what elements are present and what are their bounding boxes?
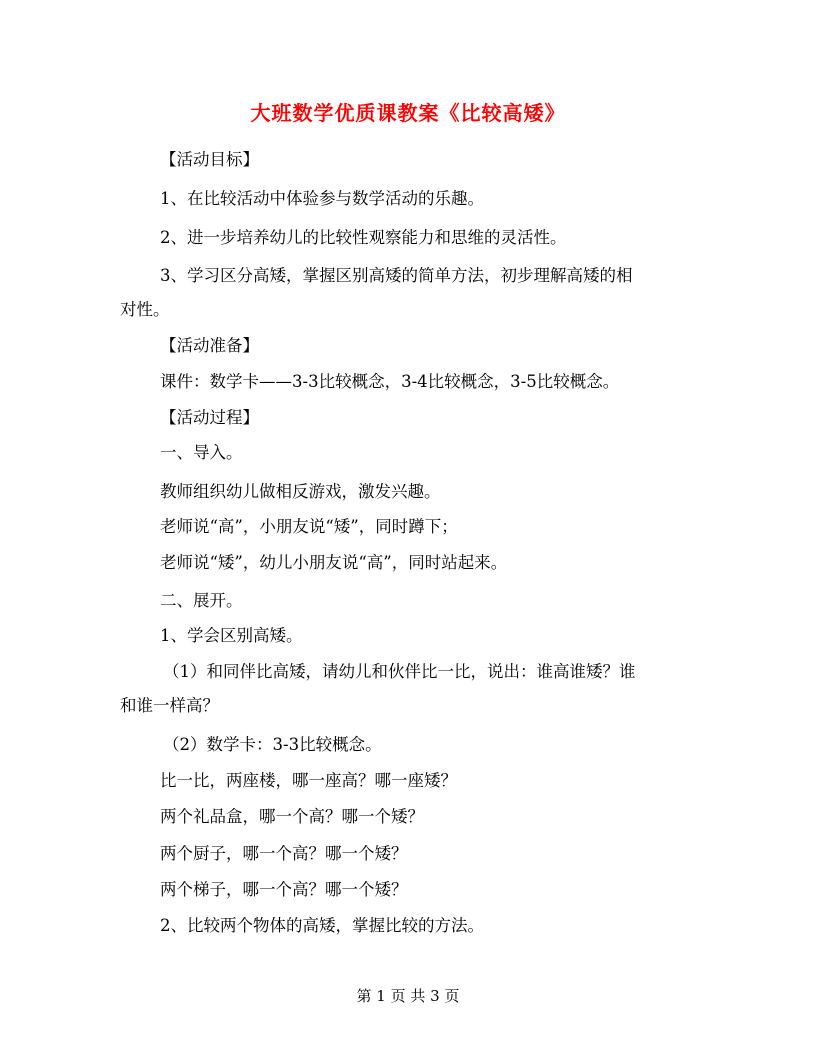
section-heading-goals: 【活动目标】 xyxy=(160,150,259,169)
paragraph-line: 教师组织幼儿做相反游戏，激发兴趣。 xyxy=(160,482,441,501)
paragraph-line: （1）和同伴比高矮，请幼儿和伙伴比一比，说出：谁高谁矮？谁 xyxy=(163,662,636,681)
paragraph-line: 比一比，两座楼，哪一座高？哪一座矮？ xyxy=(160,771,457,790)
paragraph-line: 两个厨子，哪一个高？哪一个矮？ xyxy=(160,844,408,863)
paragraph-line: 1、学会区别高矮。 xyxy=(160,626,303,645)
paragraph-line: 1、在比较活动中体验参与数学活动的乐趣。 xyxy=(160,189,484,208)
paragraph-line: 老师说“高”，小朋友说“矮”，同时蹲下； xyxy=(160,517,458,536)
paragraph-line: 2、进一步培养幼儿的比较性观察能力和思维的灵活性。 xyxy=(160,228,567,247)
paragraph-line: 和谁一样高？ xyxy=(120,696,219,715)
paragraph-line: 两个梯子，哪一个高？哪一个矮？ xyxy=(160,880,408,899)
paragraph-line: 对性。 xyxy=(120,300,170,319)
paragraph-line: （2）数学卡：3-3比较概念。 xyxy=(163,735,382,754)
section-heading-preparation: 【活动准备】 xyxy=(160,336,259,355)
paragraph-line: 2、比较两个物体的高矮，掌握比较的方法。 xyxy=(160,916,484,935)
document-title: 大班数学优质课教案《比较高矮》 xyxy=(250,101,566,125)
paragraph-line: 老师说“矮”，幼儿小朋友说“高”，同时站起来。 xyxy=(160,553,508,572)
section-heading-process: 【活动过程】 xyxy=(160,408,259,427)
page-number-footer: 第 1 页 共 3 页 xyxy=(356,987,460,1005)
paragraph-line: 一、导入。 xyxy=(160,443,243,462)
paragraph-line: 二、展开。 xyxy=(160,591,243,610)
paragraph-line: 课件：数学卡——3-3比较概念，3-4比较概念，3-5比较概念。 xyxy=(160,372,620,391)
paragraph-line: 两个礼品盒，哪一个高？哪一个矮？ xyxy=(160,807,424,826)
paragraph-line: 3、学习区分高矮，掌握区别高矮的简单方法，初步理解高矮的相 xyxy=(160,266,633,285)
